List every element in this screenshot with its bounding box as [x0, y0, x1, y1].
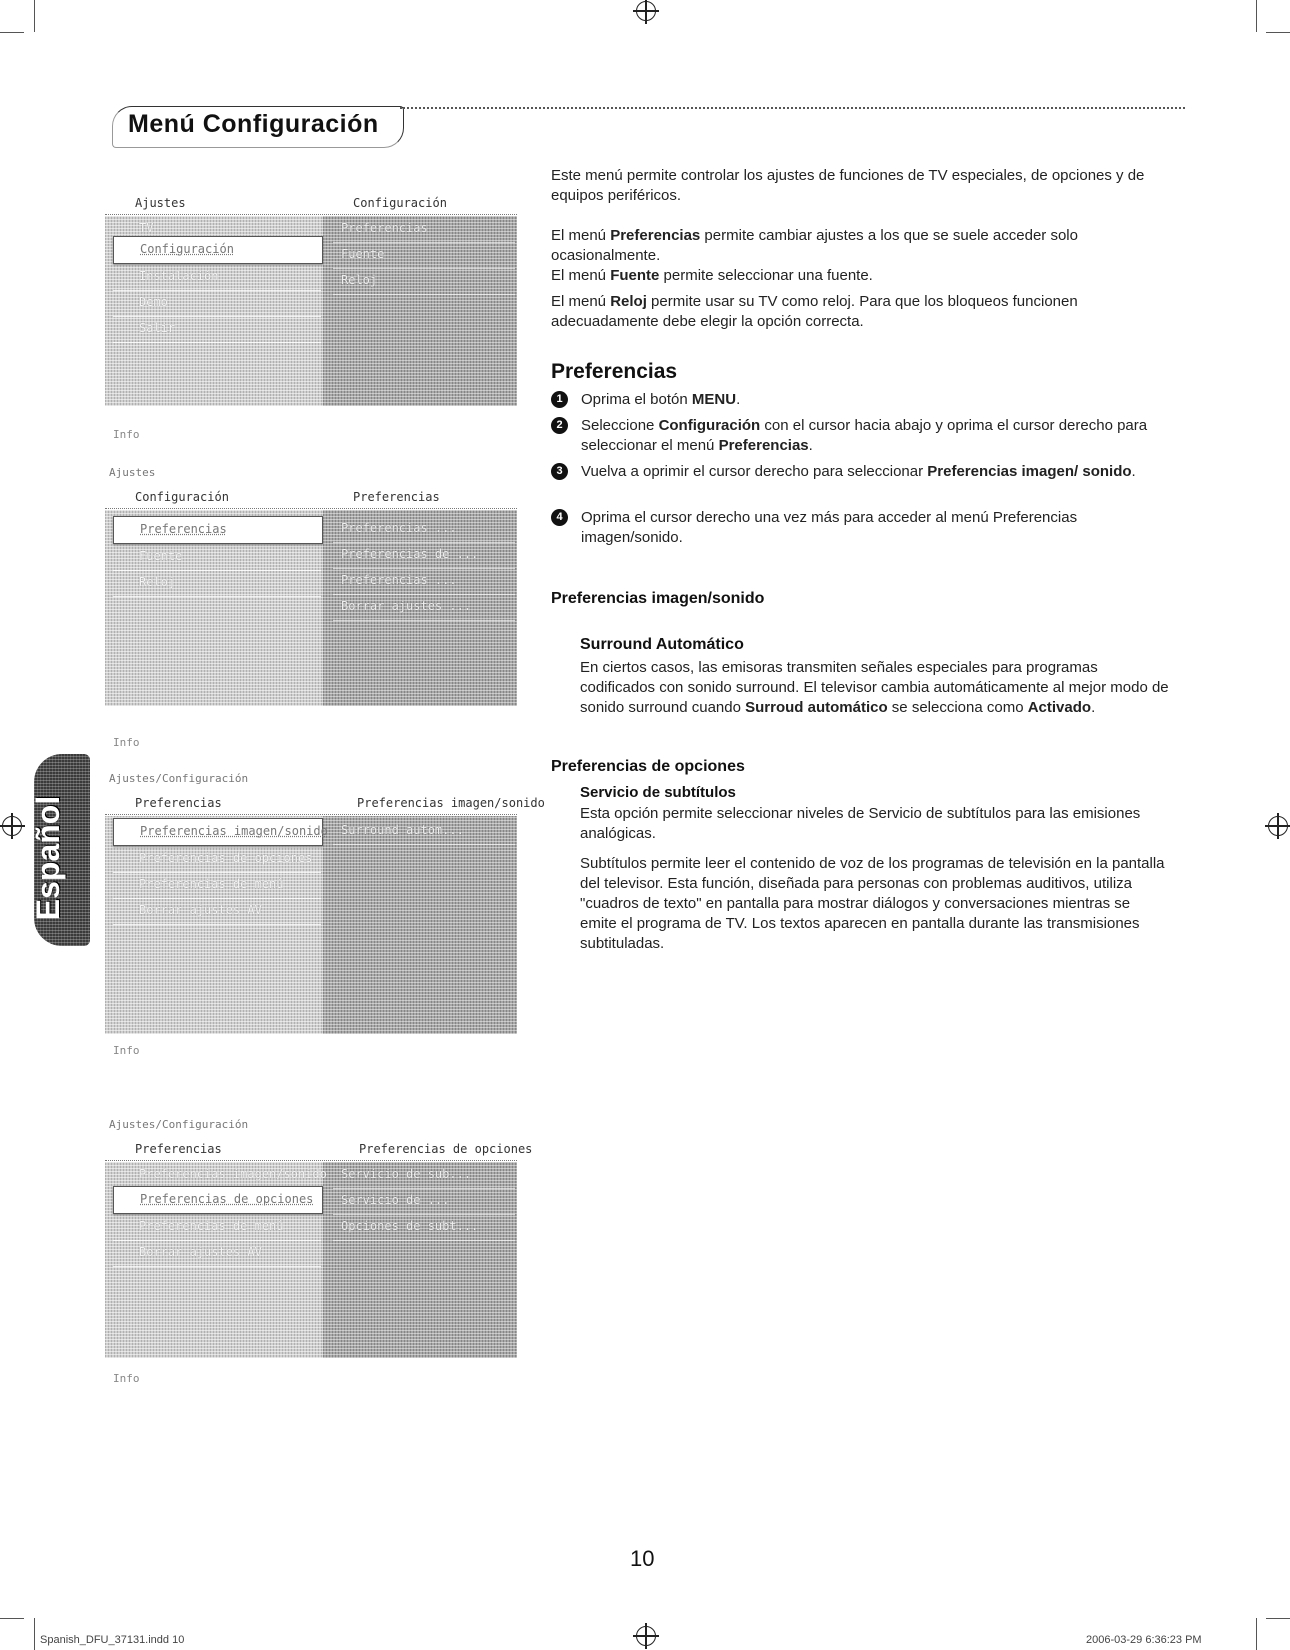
- section-heading-opciones: Preferencias de opciones: [551, 758, 745, 775]
- intro-fuente: El menú Fuente permite seleccionar una fuente.: [551, 267, 873, 284]
- step-number-icon: 1: [551, 391, 568, 408]
- menu-header-left: Preferencias: [135, 1142, 222, 1156]
- crop-mark: [34, 0, 35, 32]
- submenu-item: Opciones de subt...: [333, 1214, 515, 1241]
- surround-description: En ciertos casos, las emisoras transmiten señales especiales para programas codificados con sonido surround. El televisor cambia automáticamente al mejor modo de sonido surround cuando Surroud automático se selecciona como Activado.: [580, 659, 1169, 716]
- page-title: Menú Configuración: [128, 110, 379, 138]
- menu-header: [105, 1140, 533, 1161]
- crop-mark: [1266, 32, 1290, 33]
- menu-info: Info: [113, 1044, 140, 1057]
- menu-header-right: Configuración: [353, 196, 447, 210]
- registration-mark-icon: [636, 1, 656, 21]
- submenu-item: Surround autom...: [333, 818, 515, 845]
- crop-mark: [0, 32, 24, 33]
- page-number: 10: [630, 1546, 655, 1571]
- submenu-item: Servicio de sub...: [333, 1162, 515, 1189]
- menu-breadcrumb: Ajustes/Configuración: [109, 772, 249, 785]
- submenu-item: Fuente: [333, 242, 515, 269]
- subtitulos-description-2: Subtítulos permite leer el contenido de voz de los programas de televisión en la pantalla del televisor. Esta función, diseñada para personas con problemas auditivos, utiliza "cuadros de texto" en pantalla para mostrar diálogos y conversaciones mientras se emite el programa de TV. Los textos aparecen en pantalla durante las transmisiones subtituladas.: [580, 855, 1165, 952]
- menu-header-left: Ajustes: [135, 196, 186, 210]
- intro-paragraph: Este menú permite controlar los ajustes de funciones de TV especiales, de opciones y de equipos periféricos.: [551, 167, 1145, 204]
- submenu-item: Preferencias: [333, 216, 515, 243]
- menu-panel: [105, 1162, 517, 1358]
- title-rule: [400, 107, 1185, 109]
- menu-item: Borrar ajustes AV: [113, 898, 321, 925]
- menu-item: Salir: [113, 316, 321, 343]
- registration-mark-icon: [636, 1626, 656, 1646]
- menu-breadcrumb: Ajustes: [109, 466, 156, 479]
- menu-info: Info: [113, 428, 140, 441]
- menu-item-selected: Configuración: [113, 236, 323, 264]
- menu-item: Reloj: [113, 570, 321, 597]
- menu-panel: [105, 816, 517, 1034]
- step-number-icon: 4: [551, 509, 568, 526]
- submenu-item: Preferencias ...: [333, 568, 515, 595]
- crop-mark: [0, 1618, 24, 1619]
- menu-item: Demo: [113, 290, 321, 317]
- menu-item-selected: Preferencias imagen/sonido: [113, 818, 323, 846]
- submenu-item: Reloj: [333, 268, 515, 295]
- menu-item: Borrar ajustes AV: [113, 1240, 321, 1267]
- menu-header: [105, 194, 517, 215]
- footer-file: Spanish_DFU_37131.indd 10: [40, 1634, 185, 1646]
- menu-item: Fuente: [113, 544, 321, 571]
- intro-reloj: El menú Reloj permite usar su TV como reloj. Para que los bloqueos funcionen adecuadamente debe elegir la opción correcta.: [551, 293, 1078, 330]
- menu-item: Preferencias de menú: [113, 1214, 321, 1241]
- menu-item-selected: Preferencias: [113, 516, 323, 544]
- registration-mark-icon: [2, 816, 22, 836]
- subheading-subtitulos: Servicio de subtítulos: [580, 784, 736, 801]
- menu-info: Info: [113, 1372, 140, 1385]
- menu-panel: [105, 216, 517, 406]
- menu-item: Instalación: [113, 264, 321, 291]
- menu-info: Info: [113, 736, 140, 749]
- menu-item: TV: [113, 216, 321, 243]
- crop-mark: [34, 1618, 35, 1650]
- submenu-item: Servicio de ...: [333, 1188, 515, 1215]
- menu-header-left: Preferencias: [135, 796, 222, 810]
- submenu-item: Preferencias ...: [333, 516, 515, 543]
- registration-mark-icon: [1268, 816, 1288, 836]
- menu-header-left: Configuración: [135, 490, 229, 504]
- menu-header-right: Preferencias de opciones: [359, 1142, 533, 1156]
- menu-item: Preferencias imagen/sonido: [113, 1162, 321, 1189]
- step-number-icon: 3: [551, 463, 568, 480]
- footer-timestamp: 2006-03-29 6:36:23 PM: [1086, 1634, 1202, 1646]
- menu-breadcrumb: Ajustes/Configuración: [109, 1118, 249, 1131]
- crop-mark: [1256, 1618, 1257, 1650]
- menu-item: Preferencias de opciones: [113, 846, 321, 873]
- language-tab-label: Español: [30, 795, 66, 921]
- menu-header: [105, 488, 517, 509]
- intro-preferencias: El menú Preferencias permite cambiar ajustes a los que se suele acceder solo ocasionalmente.: [551, 227, 1078, 264]
- menu-item: Preferencias de menú: [113, 872, 321, 899]
- section-heading-preferencias: Preferencias: [551, 360, 678, 383]
- submenu-item: Preferencias de ...: [333, 542, 515, 569]
- section-heading-imagen-sonido: Preferencias imagen/sonido: [551, 590, 765, 607]
- menu-item-selected: Preferencias de opciones: [113, 1186, 323, 1214]
- crop-mark: [1256, 0, 1257, 32]
- menu-panel: [105, 510, 517, 706]
- crop-mark: [1266, 1618, 1290, 1619]
- subheading-surround: Surround Automático: [580, 636, 744, 653]
- step-number-icon: 2: [551, 417, 568, 434]
- menu-header-right: Preferencias imagen/sonido: [357, 796, 545, 810]
- submenu-item: Borrar ajustes ...: [333, 594, 515, 621]
- menu-header-right: Preferencias: [353, 490, 440, 504]
- subtitulos-description-1: Esta opción permite seleccionar niveles de Servicio de subtítulos para las emisiones analógicas.: [580, 805, 1141, 842]
- menu-header: [105, 794, 545, 815]
